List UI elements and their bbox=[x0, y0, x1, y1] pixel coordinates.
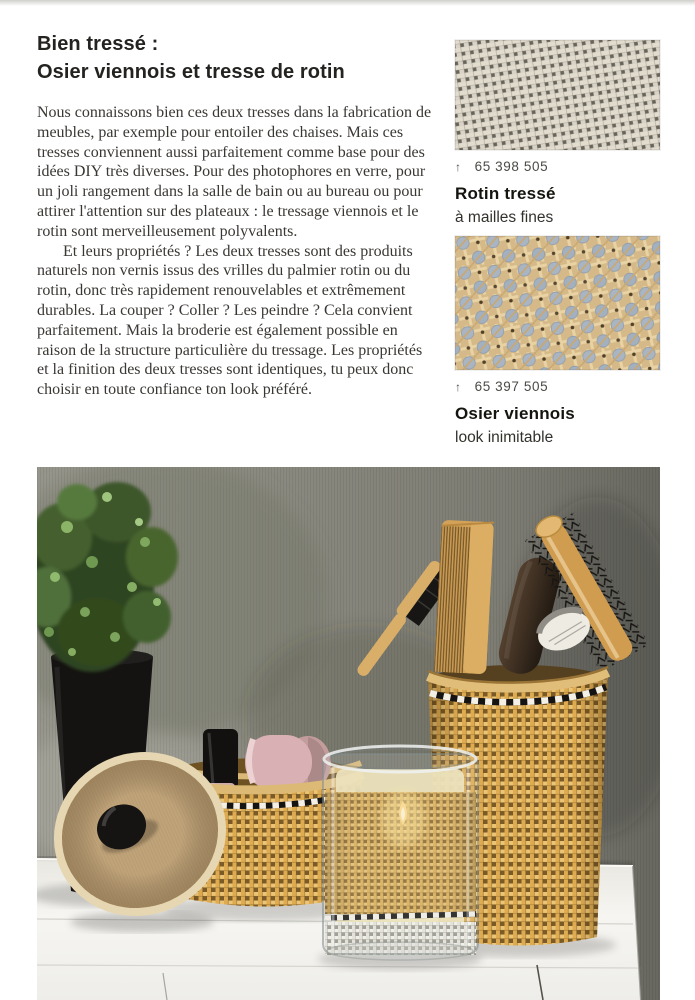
scan-edge-shade bbox=[0, 0, 695, 6]
viennese-cane-swatch bbox=[455, 236, 660, 370]
styling-photo bbox=[37, 467, 660, 1000]
paragraph-1: Nous connaissons bien ces deux tresses dans la fabrication de meubles, par exemple pour entoiler des chaises. Mais ces tresses conviennent aussi parfaitement comme base pour des idées DIY très diverses. Pour des photophores en verre, pour un joli rangement dans la salle de bain ou au bureau ou pour attirer l'attention sur des plateaux : le tressage viennois et le rotin sont merveilleusement polyvalents. bbox=[37, 104, 432, 240]
product-rotin-tresse bbox=[455, 40, 660, 227]
up-arrow-icon: ↑ bbox=[455, 380, 462, 394]
heading-line-1: Bien tressé : bbox=[37, 33, 159, 55]
up-arrow-icon: ↑ bbox=[455, 160, 462, 174]
article-heading bbox=[37, 30, 437, 86]
article-body bbox=[37, 103, 437, 400]
fine-rattan-mesh-swatch bbox=[455, 40, 660, 150]
article-number: 65 398 505 bbox=[474, 159, 549, 174]
wooden-comb bbox=[434, 520, 494, 675]
product-ref-row bbox=[455, 159, 660, 174]
paragraph-2: Et leurs propriétés ? Les deux tresses sont des produits naturels non vernis issus des vrilles du palmier rotin ou du rotin, donc très rapidement renouvelables et extrêmement durables. La couper ? Coller ? Les peindre ? Cela convient parfaitement. Mais la broderie est également possible en raison de la structure particulière du tressage. Les propriétés et la finition des deux tresses sont identiques, tu peux donc choisir en toute confiance ton look préféré. bbox=[37, 242, 423, 399]
article-number: 65 397 505 bbox=[474, 379, 549, 394]
glass-body bbox=[323, 754, 478, 954]
product-subtitle: look inimitable bbox=[455, 429, 554, 446]
heading-line-2: Osier viennois et tresse de rotin bbox=[37, 61, 345, 83]
product-osier-viennois bbox=[455, 236, 660, 447]
product-title: Osier viennois bbox=[455, 404, 575, 423]
product-subtitle: à mailles fines bbox=[455, 209, 554, 226]
product-title: Rotin tressé bbox=[455, 184, 556, 203]
product-ref-row bbox=[455, 379, 660, 394]
article-column bbox=[37, 30, 437, 400]
glass-base bbox=[327, 942, 473, 960]
glass-candle-holder bbox=[318, 746, 482, 970]
